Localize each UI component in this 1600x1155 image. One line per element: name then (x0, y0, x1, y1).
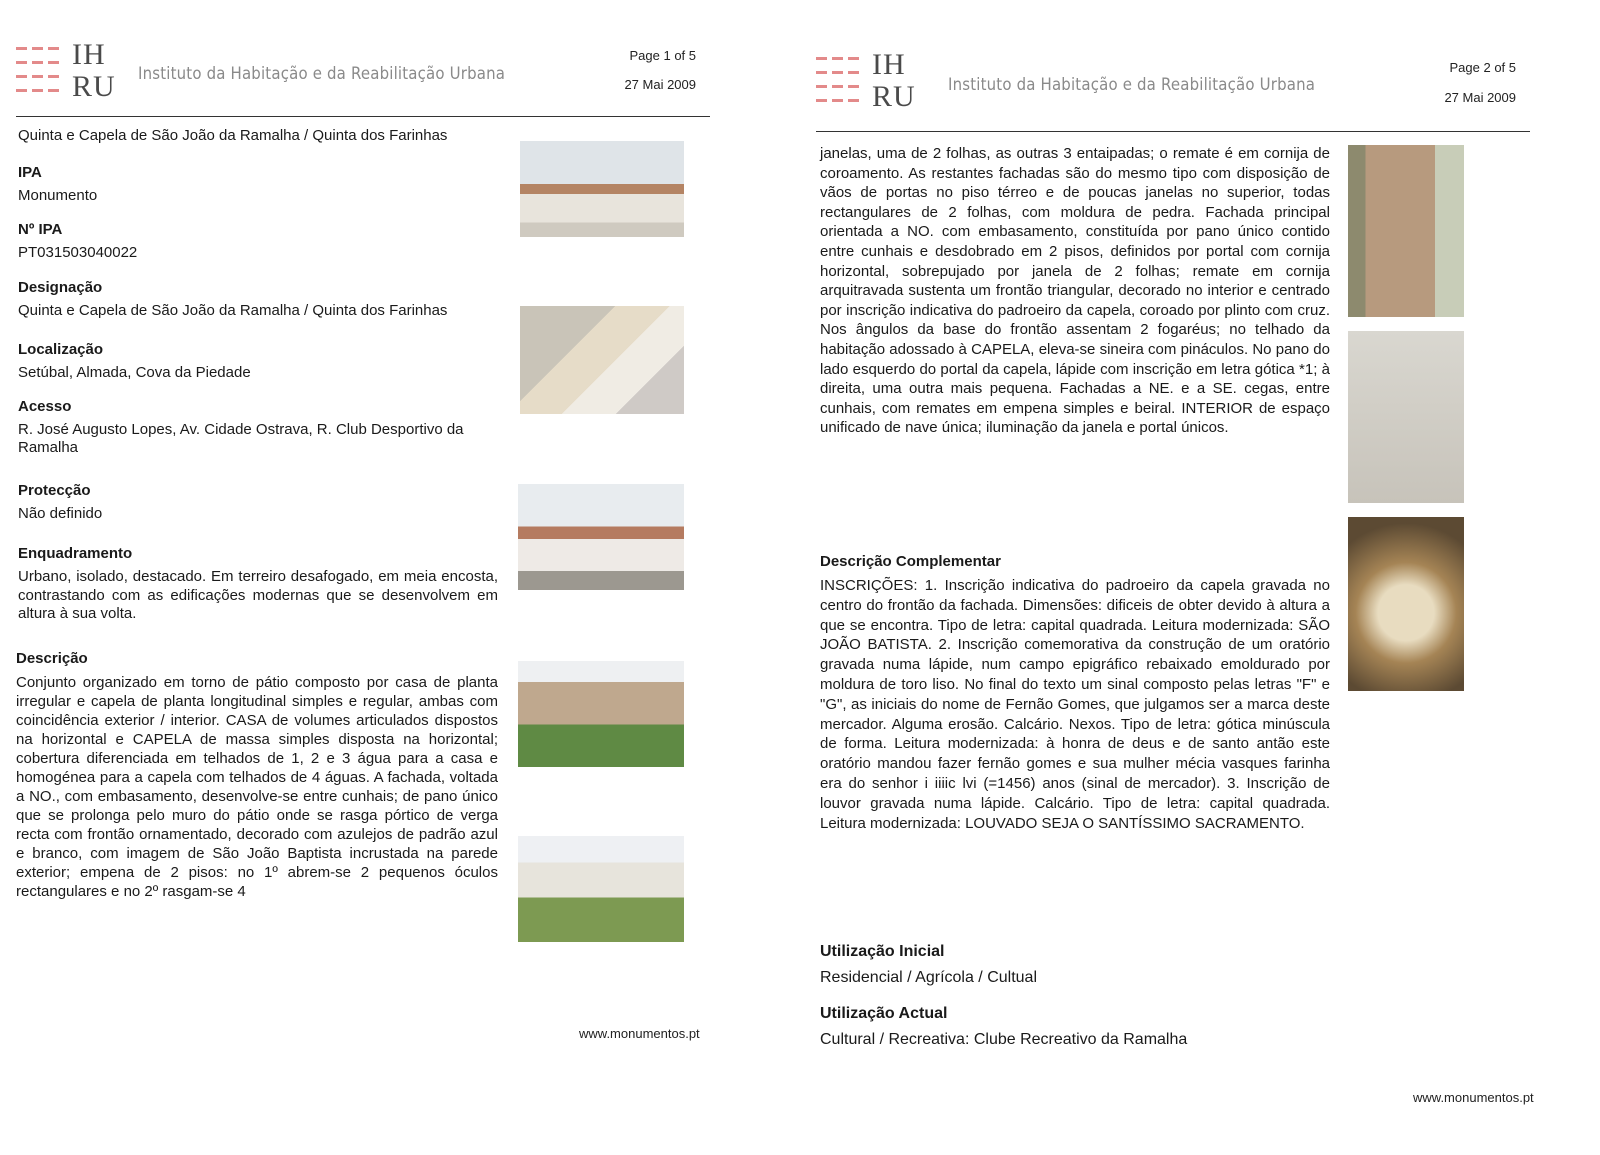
descricao-complementar-section (820, 553, 1330, 833)
logo-bars-icon (816, 57, 864, 107)
footer-url: www.monumentos.pt (1413, 1090, 1534, 1105)
proteccao-section (18, 482, 498, 523)
nipa-value: PT031503040022 (18, 244, 138, 261)
print-date: 27 Mai 2009 (1444, 90, 1516, 105)
descricao-section (16, 650, 498, 901)
header-rule (816, 131, 1530, 132)
document-page-2 (800, 0, 1540, 1155)
enquadramento-value: Urbano, isolado, destacado. Em terreiro desafogado, em meia encosta, contrastando com as edificações modernas que se desenvolvem em altura à sua volta. (18, 568, 498, 622)
ipa-value: Monumento (18, 187, 98, 204)
descricao-label: Descrição (16, 650, 88, 667)
utilizacao-actual-value: Cultural / Recreativa: Clube Recreativo da Ramalha (820, 1031, 1188, 1048)
acesso-section (18, 398, 498, 457)
photo-street-view (518, 484, 684, 590)
photo-courtyard-wall (518, 836, 684, 942)
page-number: Page 2 of 5 (1449, 60, 1516, 75)
document-page-1 (0, 0, 720, 1155)
photo-chapel-exterior (520, 141, 684, 237)
designacao-label: Designação (18, 279, 103, 296)
ipa-section (18, 164, 498, 205)
proteccao-label: Protecção (18, 482, 91, 499)
descricao-value: Conjunto organizado em torno de pátio composto por casa de planta irregular e capela de planta longitudinal simples e regular, ambas com coincidência exterior / interior. CASA de volumes articulados dispostos na horizontal e CAPELA de massa simples disposta na horizontal; cobertura diferenciada em telhados de 1, 2 e 3 água para a casa e homogénea para a capela com telhados de 4 águas. A fachada, voltada a NO., com embasamento, desenvolve-se entre cunhais; de pano único que se prolonga pelo muro do pátio onde se rasga pórtico de verga recta com frontão ornamentado, decorado com azulejos de padrão azul e branco, com imagem de São João Baptista incrustada na parede exterior; empena de 2 pisos: no 1º abrem-se 2 pequenos óculos rectangulares e no 2º rasgam-se 4 (16, 674, 498, 900)
page-info (624, 48, 696, 92)
localizacao-section (18, 341, 498, 382)
acesso-label: Acesso (18, 398, 72, 415)
nipa-section (18, 221, 498, 262)
designacao-section (18, 279, 498, 320)
utilizacao-actual-label: Utilização Actual (820, 1005, 948, 1022)
nipa-label: Nº IPA (18, 221, 63, 238)
utilizacao-actual-section (820, 1005, 1340, 1049)
photo-chapel-interior (1348, 517, 1464, 691)
page-info (1444, 60, 1516, 105)
utilizacao-inicial-value: Residencial / Agrícola / Cultual (820, 969, 1037, 986)
ipa-label: IPA (18, 164, 42, 181)
org-name: Instituto da Habitação e da Reabilitação Urbana (138, 64, 506, 84)
photo-chapel-surroundings (520, 306, 684, 414)
utilizacao-inicial-section (820, 943, 1330, 987)
logo-monogram: IH RU (872, 48, 916, 113)
logo-monogram: IH RU (72, 38, 116, 103)
document-title: Quinta e Capela de São João da Ramalha / Quinta dos Farinhas (18, 127, 448, 144)
enquadramento-section (18, 545, 498, 624)
localizacao-label: Localização (18, 341, 104, 358)
proteccao-value: Não definido (18, 505, 103, 522)
page-number: Page 1 of 5 (629, 48, 696, 63)
print-date: 27 Mai 2009 (624, 77, 696, 92)
localizacao-value: Setúbal, Almada, Cova da Piedade (18, 364, 251, 381)
descricao-continued-text: janelas, uma de 2 folhas, as outras 3 entaipadas; o remate é em cornija de coroamento. As restantes fachadas são do mesmo tipo com disposição de vãos de portas no piso térreo e de poucas janelas no superior, todas rectangulares de 2 folhas, com moldura de pedra. Fachada principal orientada a NO. com embasamento, constituída por pano único contido entre cunhais e desdobrado em 2 pisos, definidos por portal com cornija horizontal, sobrepujado por janela de 2 folhas; remate em cornija arquitravada sustenta um frontão triangular, decorado no interior e centrado por inscrição indicativa do padroeiro da capela, coroado por plinto com cruz. Nos ângulos da base do frontão assentam 2 fogaréus; no telhado da habitação adossado à CAPELA, eleva-se sineira com pináculos. No pano do lado esquerdo do portal da capela, lápide com inscrição em letra gótica *1; à direita, uma outra mais pequena. Fachadas a NE. e a SE. cegas, entre cunhais, com remates em empena simples e beiral. INTERIOR de espaço unificado de nave única; iluminação da janela e portal únicos. (820, 145, 1330, 437)
header-rule (16, 116, 710, 117)
footer-url: www.monumentos.pt (579, 1026, 700, 1041)
acesso-value: R. José Augusto Lopes, Av. Cidade Ostrava, R. Club Desportivo da Ramalha (18, 421, 464, 456)
enquadramento-label: Enquadramento (18, 545, 133, 562)
photo-ruined-building (518, 661, 684, 767)
logo-bars-icon (16, 47, 64, 97)
descricao-complementar-value: INSCRIÇÕES: 1. Inscrição indicativa do padroeiro da capela gravada no centro do frontão da fachada. Dimensões: dificeis de obter devido à altura a que se encontra. Tipo de letra: capital quadrada. Leitura modernizada: SÃO JOÃO BATISTA. 2. Inscrição comemorativa da construção de um oratório gravada numa lápide, num campo epigráfico rebaixado emoldurado por moldura de toro liso. No final do texto um sinal composto pelas letras "F" e "G", as iniciais do nome de Fernão Gomes, que julgamos ser a marca deste mercador. Alguma erosão. Calcário. Nexos. Tipo de letra: gótica minúscula de forma. Leitura modernizada: à honra de deus e de santo antão este oratório mandou fazer fernão gomes e sua mulher mécia vasques farinha era do senhor i iiiic lvi (=1456) anos (sinal de mercador). 3. Inscrição de louvor gravada numa lápide. Calcário. Tipo de letra: capital quadrada. Leitura modernizada: LOUVADO SEJA O SANTÍSSIMO SACRAMENTO. (820, 577, 1330, 832)
descricao-continued (820, 144, 1330, 438)
photo-stone-pillar (1348, 145, 1464, 317)
descricao-complementar-label: Descrição Complementar (820, 553, 1001, 570)
utilizacao-inicial-label: Utilização Inicial (820, 943, 945, 960)
org-name: Instituto da Habitação e da Reabilitação Urbana (948, 75, 1316, 95)
photo-inscription-plaque (1348, 331, 1464, 503)
designacao-value: Quinta e Capela de São João da Ramalha / Quinta dos Farinhas (18, 302, 448, 319)
